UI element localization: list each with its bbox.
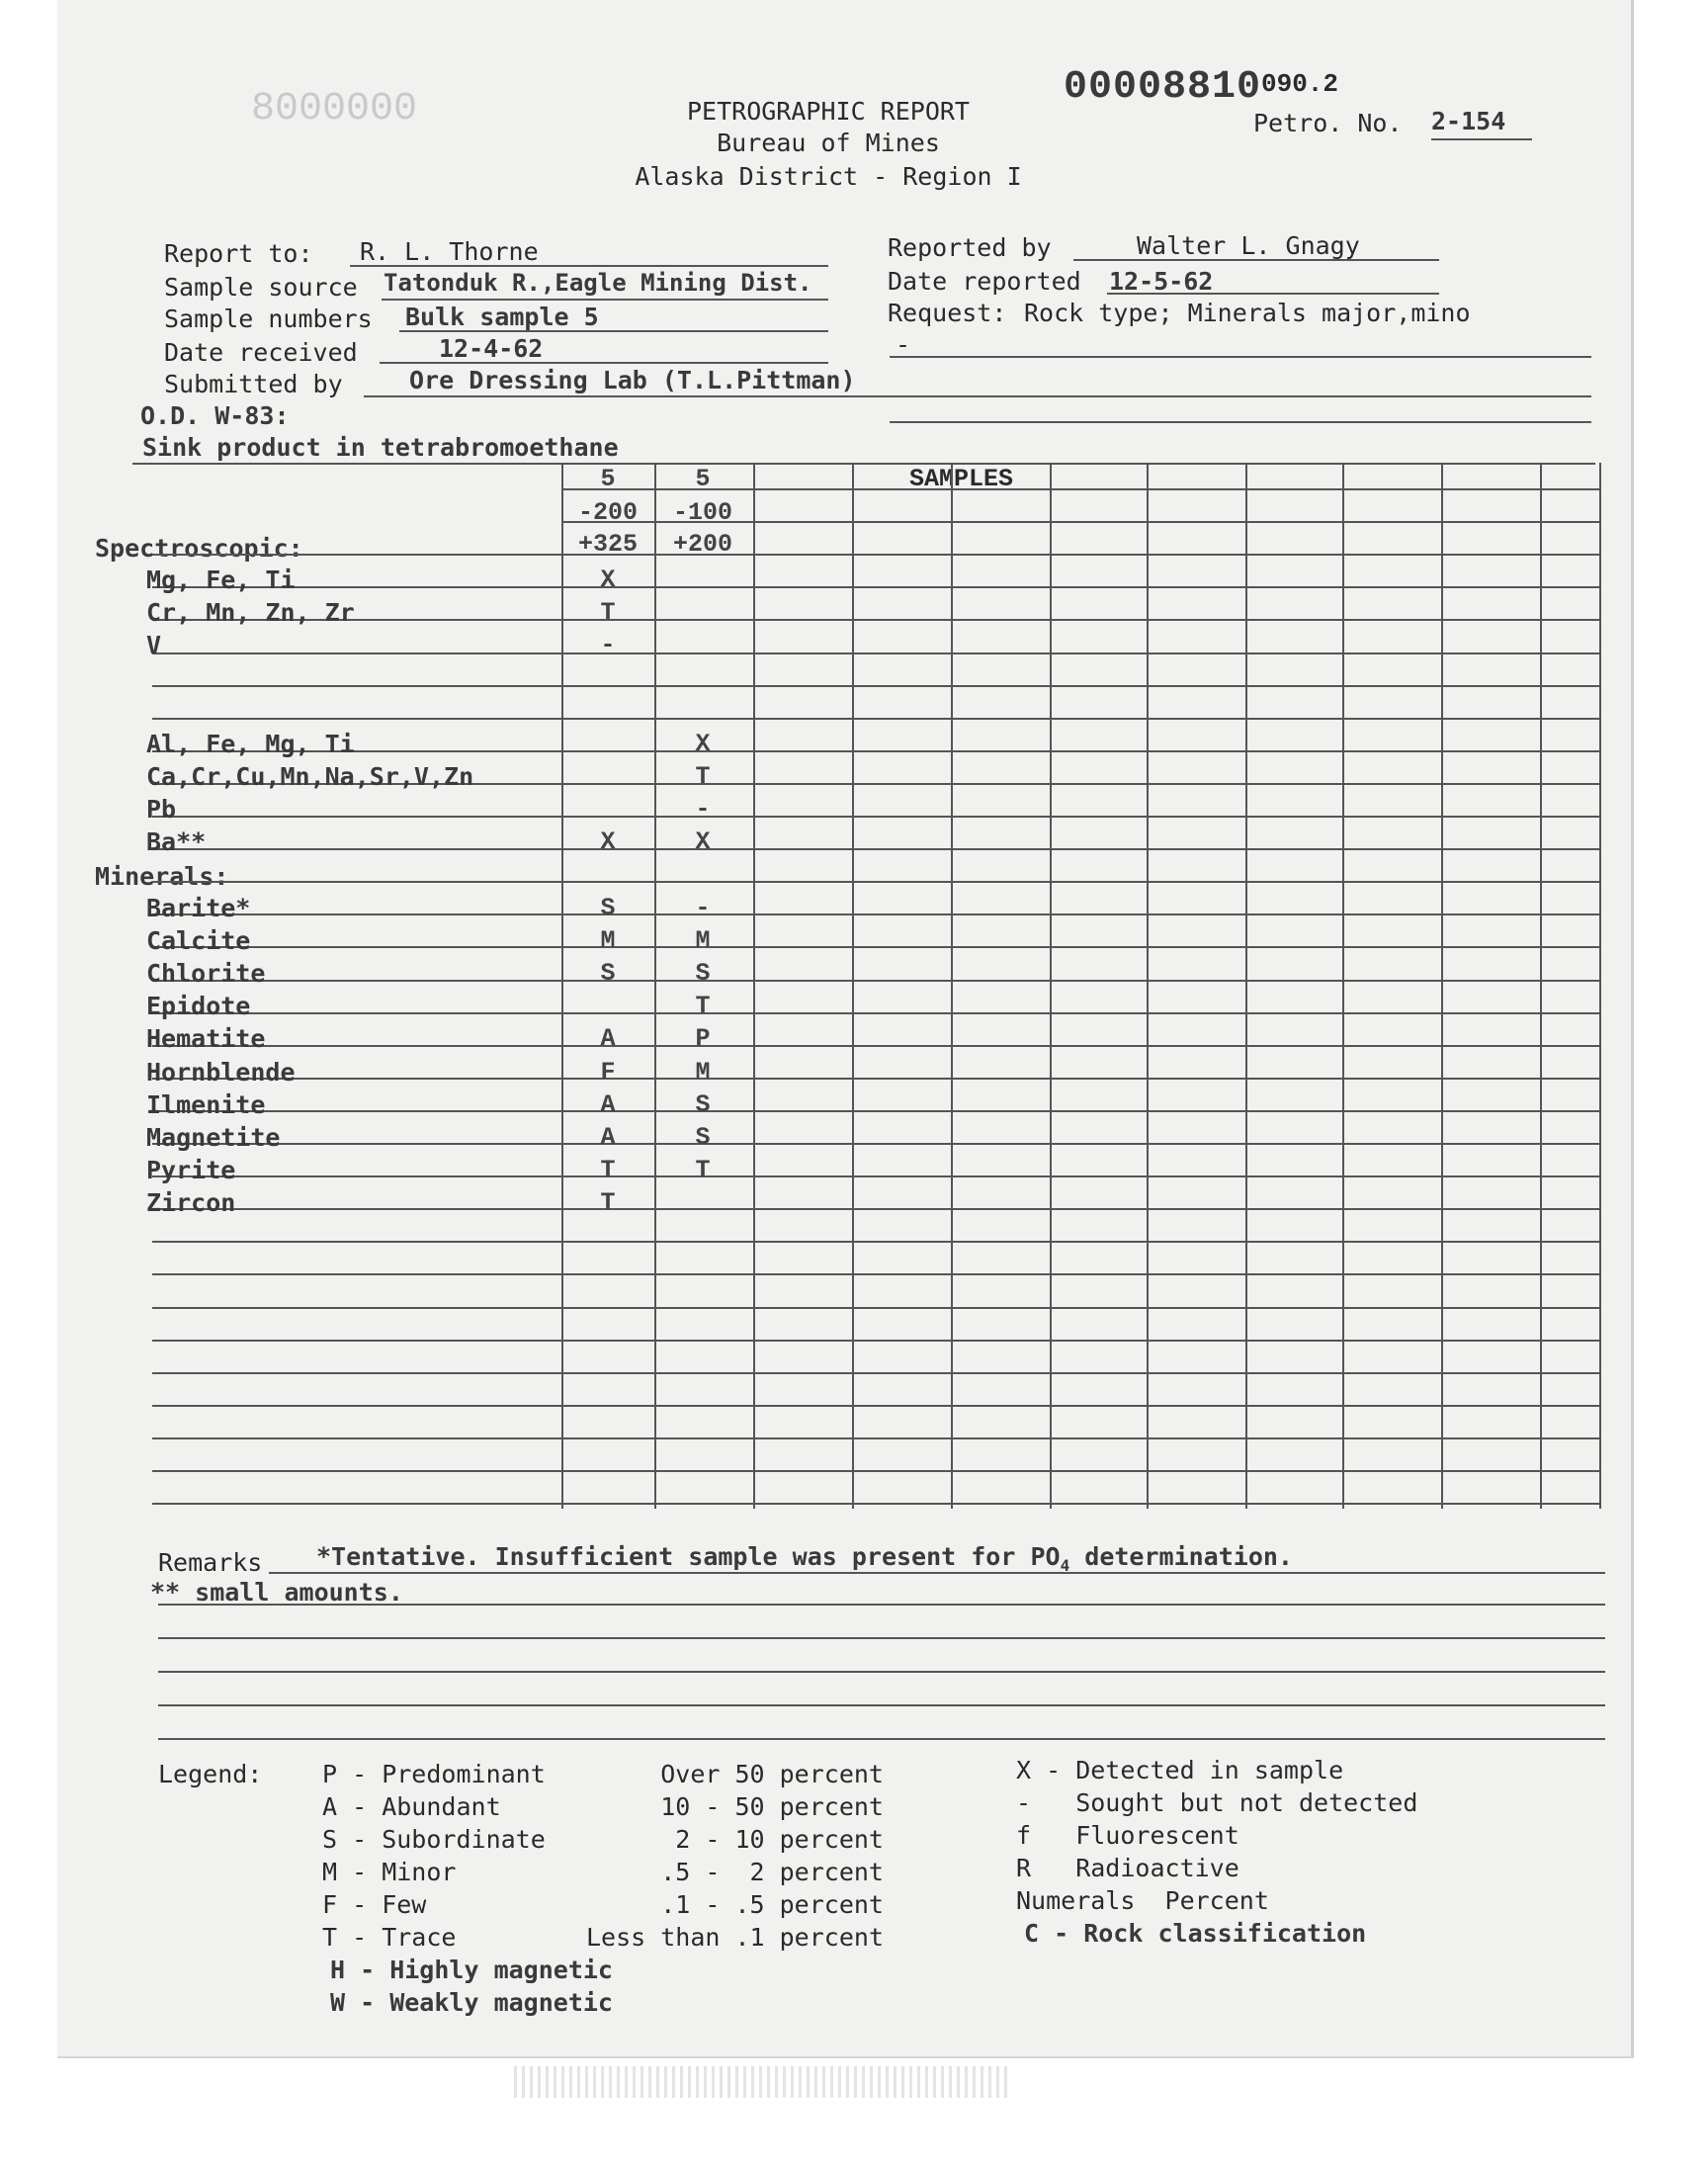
mineral_rows-row-value-col-1: F: [600, 1058, 616, 1087]
legend-range: .1 - .5 percent: [660, 1890, 884, 1919]
petro-number: 2-154: [1431, 107, 1506, 135]
mineral_rows-row-label: Ilmenite: [146, 1090, 266, 1119]
submitted-by-label: Submitted by: [164, 370, 343, 398]
table-row-rule: [152, 1078, 1599, 1080]
table-row-rule: [152, 881, 1599, 883]
mineral_rows-row-label: Chlorite: [146, 959, 266, 988]
mineral_rows-row-value-col-1: T: [600, 1188, 616, 1217]
spectro_rows-row-value-col-1: T: [600, 598, 616, 627]
sample-source-value: Tatonduk R.,Eagle Mining Dist.: [384, 269, 812, 297]
spectro_rows-row-value-col-1: X: [600, 566, 616, 594]
table-row-rule: [152, 652, 1599, 654]
mineral_rows-row-value-col-2: M: [695, 1058, 711, 1087]
spectro_rows-row-label: V: [146, 631, 162, 659]
table-row-rule: [152, 1372, 1599, 1374]
legend-magnetic: H - Highly magnetic: [330, 1956, 613, 1984]
legend-range: Over 50 percent: [660, 1760, 884, 1788]
date-received-label: Date received: [164, 338, 358, 367]
mineral_rows-row-label: Barite*: [146, 894, 251, 922]
request-continued: -: [896, 330, 911, 359]
report-to-label: Report to:: [164, 239, 313, 268]
mineral_rows-row-value-col-1: T: [600, 1156, 616, 1184]
column-1-size-top: -200: [577, 498, 638, 527]
remarks-line-1: *Tentative. Insufficient sample was present for $PO_4$ determination.: [316, 1542, 1293, 1575]
table-row-rule: [152, 1208, 1599, 1210]
mineral_rows-row-value-col-2: S: [695, 1123, 711, 1152]
bureau-name: Bureau of Mines: [717, 129, 940, 157]
legend-symbol: Numerals Percent: [1016, 1886, 1269, 1915]
spectroscopic-label: Spectroscopic:: [95, 534, 303, 563]
mineral_rows-row-value-col-1: S: [600, 959, 616, 988]
table-row-rule: [152, 1503, 1599, 1505]
mineral_rows-row-value-col-1: A: [600, 1024, 616, 1053]
mineral_rows-row-label: Calcite: [146, 926, 251, 955]
table-row-rule: [152, 848, 1599, 850]
spectro_rows-row-label: Mg, Fe, Ti: [146, 566, 296, 594]
legend-symbol: f Fluorescent: [1016, 1821, 1239, 1850]
spectro_rows-row-value-col-2: X: [695, 730, 711, 758]
sample-numbers-label: Sample numbers: [164, 304, 373, 333]
legend-code: P - Predominant: [322, 1760, 546, 1788]
table-row-rule: [152, 1143, 1599, 1145]
remarks-line-2: ** small amounts.: [150, 1578, 403, 1607]
spectro_rows-row-label: Ba**: [146, 827, 207, 856]
mineral_rows-row-value-col-2: P: [695, 1024, 711, 1053]
table-row-rule: [152, 685, 1599, 687]
spectro_rows-row-label: Al, Fe, Mg, Ti: [146, 730, 355, 758]
date-received-value: 12-4-62: [439, 334, 544, 363]
mineral_rows-row-value-col-2: M: [695, 926, 711, 955]
spectro_rows-row-value-col-1: -: [600, 631, 616, 659]
mineral_rows-row-label: Zircon: [146, 1188, 236, 1217]
table-row-rule: [152, 1340, 1599, 1342]
date-reported-label: Date reported: [888, 267, 1081, 296]
table-row-rule: [152, 1405, 1599, 1407]
spectro_rows-row-label: Cr, Mn, Zn, Zr: [146, 598, 355, 627]
spectro_rows-row-value-col-2: -: [695, 795, 711, 824]
legend-code: S - Subordinate: [322, 1825, 546, 1854]
mineral_rows-row-label: Epidote: [146, 992, 251, 1020]
legend-symbol: C - Rock classification: [1024, 1919, 1367, 1948]
column-2-size-top: -100: [672, 498, 732, 527]
table-row-rule: [152, 816, 1599, 818]
request-label: Request:: [888, 299, 1007, 327]
od-line: O.D. W-83:: [140, 401, 290, 430]
table-row-rule: [152, 619, 1599, 621]
legend-code: A - Abundant: [322, 1792, 501, 1821]
legend-symbol: X - Detected in sample: [1016, 1756, 1344, 1784]
legend-magnetic: W - Weakly magnetic: [330, 1988, 613, 2017]
table-column-rule: [1599, 463, 1601, 1509]
submitted-by-value: Ore Dressing Lab (T.L.Pittman): [409, 366, 856, 394]
mineral_rows-row-label: Magnetite: [146, 1123, 281, 1152]
mineral_rows-row-value-col-1: A: [600, 1090, 616, 1119]
mineral_rows-row-label: Pyrite: [146, 1156, 236, 1184]
column-1-sample: 5: [600, 465, 616, 493]
table-row-rule: [152, 914, 1599, 915]
spectro_rows-row-value-col-1: X: [600, 827, 616, 856]
report-sheet: [57, 0, 1634, 2058]
samples-header: SAMPLES: [909, 465, 1014, 493]
column-2-size-bottom: +200: [672, 530, 732, 559]
faint-stamp: 8000000: [251, 87, 418, 131]
spectro_rows-row-value-col-2: T: [695, 762, 711, 791]
mineral_rows-row-value-col-2: -: [695, 894, 711, 922]
sample-source-label: Sample source: [164, 273, 358, 302]
table-row-rule: [152, 1241, 1599, 1243]
scan-artifact: [514, 2066, 1008, 2098]
table-row-rule: [152, 750, 1599, 752]
mineral_rows-row-label: Hornblende: [146, 1058, 296, 1087]
table-row-rule: [152, 946, 1599, 948]
legend-range: .5 - 2 percent: [660, 1858, 884, 1886]
spectro_rows-row-value-col-2: X: [695, 827, 711, 856]
table-row-rule: [152, 1012, 1599, 1014]
legend-symbol: - Sought but not detected: [1016, 1788, 1418, 1817]
legend-symbol: R Radioactive: [1016, 1854, 1239, 1882]
legend-code: T - Trace: [322, 1923, 457, 1952]
table-row-rule: [152, 1175, 1599, 1177]
report-title: PETROGRAPHIC REPORT: [687, 97, 970, 126]
table-row-rule: [152, 1470, 1599, 1472]
minerals-label: Minerals:: [95, 862, 229, 891]
column-1-size-bottom: +325: [577, 530, 638, 559]
date-reported-value: 12-5-62: [1109, 267, 1214, 296]
spectro_rows-row-label: Pb: [146, 795, 177, 824]
reported-by-label: Reported by: [888, 233, 1052, 262]
petro-number-label: Petro. No.: [1253, 109, 1403, 137]
table-row-rule: [152, 1307, 1599, 1309]
table-row-rule: [152, 1110, 1599, 1112]
table-row-rule: [152, 554, 1599, 556]
legend-label: Legend:: [158, 1760, 263, 1788]
file-reference: 090.2: [1261, 69, 1339, 99]
table-row-rule: [152, 1045, 1599, 1047]
mineral_rows-row-value-col-1: S: [600, 894, 616, 922]
sample-numbers-value: Bulk sample 5: [405, 303, 599, 331]
table-row-rule: [152, 586, 1599, 588]
mineral_rows-row-value-col-2: T: [695, 1156, 711, 1184]
reported-by-value: Walter L. Gnagy: [1137, 231, 1360, 260]
district-name: Alaska District - Region I: [635, 162, 1022, 191]
table-row-rule: [152, 718, 1599, 720]
table-row-rule: [561, 488, 1599, 490]
legend-range: 10 - 50 percent: [660, 1792, 884, 1821]
mineral_rows-row-value-col-1: M: [600, 926, 616, 955]
table-row-rule: [152, 980, 1599, 982]
stamp-number: 00008810: [1064, 65, 1262, 110]
mineral_rows-row-value-col-2: S: [695, 959, 711, 988]
remarks-label: Remarks: [158, 1548, 263, 1577]
legend-code: F - Few: [322, 1890, 427, 1919]
legend-code: M - Minor: [322, 1858, 457, 1886]
table-row-rule: [561, 521, 1599, 523]
column-2-sample: 5: [695, 465, 711, 493]
mineral_rows-row-value-col-2: S: [695, 1090, 711, 1119]
legend-range: Less than .1 percent: [585, 1923, 884, 1952]
mineral_rows-row-value-col-2: T: [695, 992, 711, 1020]
table-row-rule: [152, 1273, 1599, 1275]
legend-range: 2 - 10 percent: [660, 1825, 884, 1854]
request-value: Rock type; Minerals major,mino: [1024, 299, 1471, 327]
mineral_rows-row-label: Hematite: [146, 1024, 266, 1053]
spectro_rows-row-label: Ca,Cr,Cu,Mn,Na,Sr,V,Zn: [146, 762, 474, 791]
report-to-value: R. L. Thorne: [360, 237, 539, 266]
sink-line: Sink product in tetrabromoethane: [142, 433, 619, 462]
table-row-rule: [152, 1437, 1599, 1439]
mineral_rows-row-value-col-1: A: [600, 1123, 616, 1152]
